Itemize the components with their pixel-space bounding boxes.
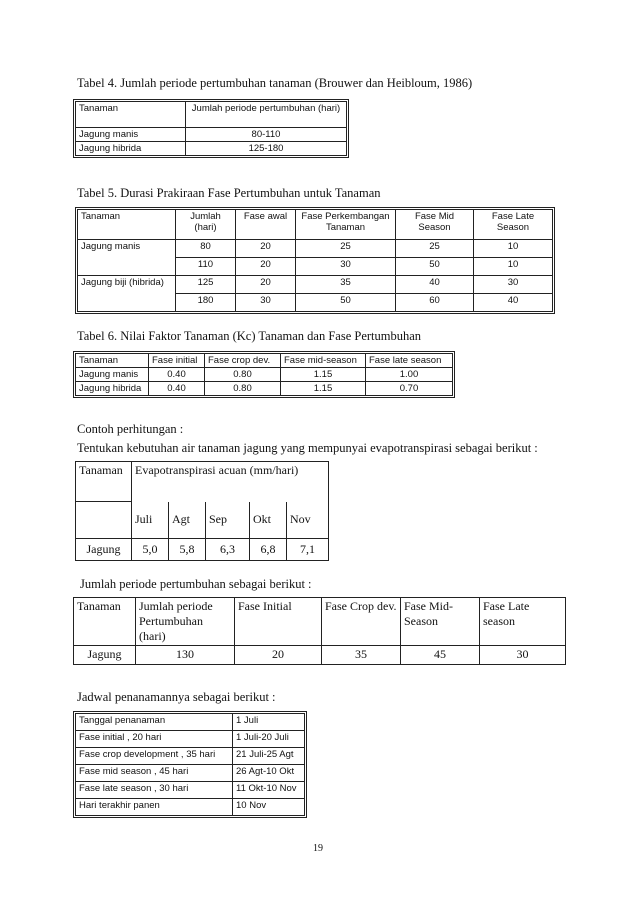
table5-header: Fase awal [236,210,296,240]
table8-header: Tanaman [74,598,136,646]
table-row: Jagung manis 80 20 25 25 10 [78,240,553,258]
schedule-table [75,713,305,816]
table-row: Tanggal penanaman 1 Juli [76,714,305,731]
table-row: Hari terakhir panen 10 Nov [76,799,305,816]
example-instruction: Tentukan kebutuhan air tanaman jagung yang mempunyai evapotranspirasi sebagai berikut : [77,441,538,455]
table-row: Jagung biji (hibrida) 125 20 35 40 30 [78,276,553,294]
table-row: Fase crop development , 35 hari 21 Juli-25 Agt [76,748,305,765]
table4 [75,101,347,156]
example-heading: Contoh perhitungan : [77,422,184,436]
eto-month: Sep [206,502,250,539]
table5-crop: Jagung biji (hibrida) [78,276,176,312]
table-row: Jagung 130 20 35 45 30 [74,646,566,665]
table8-caption: Jumlah periode pertumbuhan sebagai berikut : [80,577,312,591]
table8-header: Fase Initial [235,598,322,646]
table8-header: Fase Mid-Season [401,598,480,646]
table-row: Fase late season , 30 hari 11 Okt-10 Nov [76,782,305,799]
eto-header-tanaman: Tanaman [76,462,132,502]
eto-month: Nov [287,502,329,539]
table5-header: Fase Late Season [474,210,553,240]
table-row: Fase initial , 20 hari 1 Juli-20 Juli [76,731,305,748]
table6-header: Fase late season [366,354,453,368]
table-row: Jagung manis 0.40 0.80 1.15 1.00 [76,368,453,382]
growth-period-table [73,597,566,665]
table8-header: Fase Late season [480,598,566,646]
table-row: 110 20 30 50 10 [78,258,553,276]
table5-crop: Jagung manis [78,240,176,276]
table8-header: Jumlah periode Pertumbuhan (hari) [136,598,235,646]
eto-header-title: Evapotranspirasi acuan (mm/hari) [132,462,329,502]
table-row: Jagung 5,0 5,8 6,3 6,8 7,1 [76,539,329,561]
table6-header: Fase initial [149,354,205,368]
eto-month: Okt [250,502,287,539]
table5-header: Fase Perkembangan Tanaman [296,210,396,240]
table-row: Fase mid season , 45 hari 26 Agt-10 Okt [76,765,305,782]
table4-header-jumlah: Jumlah periode pertumbuhan (hari) [186,102,347,128]
table-row: Jagung manis 80-110 [76,128,347,142]
table-row: Jagung hibrida 125-180 [76,142,347,156]
table5-caption: Tabel 5. Durasi Prakiraan Fase Pertumbuhan untuk Tanaman [77,186,381,200]
table6-header: Fase crop dev. [205,354,281,368]
table5 [77,209,553,312]
table5-header: Fase Mid Season [396,210,474,240]
table4-caption: Tabel 4. Jumlah periode pertumbuhan tanaman (Brouwer dan Heibloum, 1986) [77,76,473,90]
table6-header: Fase mid-season [281,354,366,368]
page-number: 19 [313,843,323,854]
table8-header: Fase Crop dev. [322,598,401,646]
eto-table [75,461,329,561]
table6-caption: Tabel 6. Nilai Faktor Tanaman (Kc) Tanaman dan Fase Pertumbuhan [77,329,422,343]
table-row: Jagung hibrida 0.40 0.80 1.15 0.70 [76,382,453,396]
table5-header: Jumlah (hari) [176,210,236,240]
table-row: 180 30 50 60 40 [78,294,553,312]
table6-header: Tanaman [76,354,149,368]
eto-month: Juli [132,502,169,539]
table5-header: Tanaman [78,210,176,240]
schedule-caption: Jadwal penanamannya sebagai berikut : [77,690,276,704]
table6 [75,353,453,396]
eto-month: Agt [169,502,206,539]
table4-header-tanaman: Tanaman [76,102,186,128]
